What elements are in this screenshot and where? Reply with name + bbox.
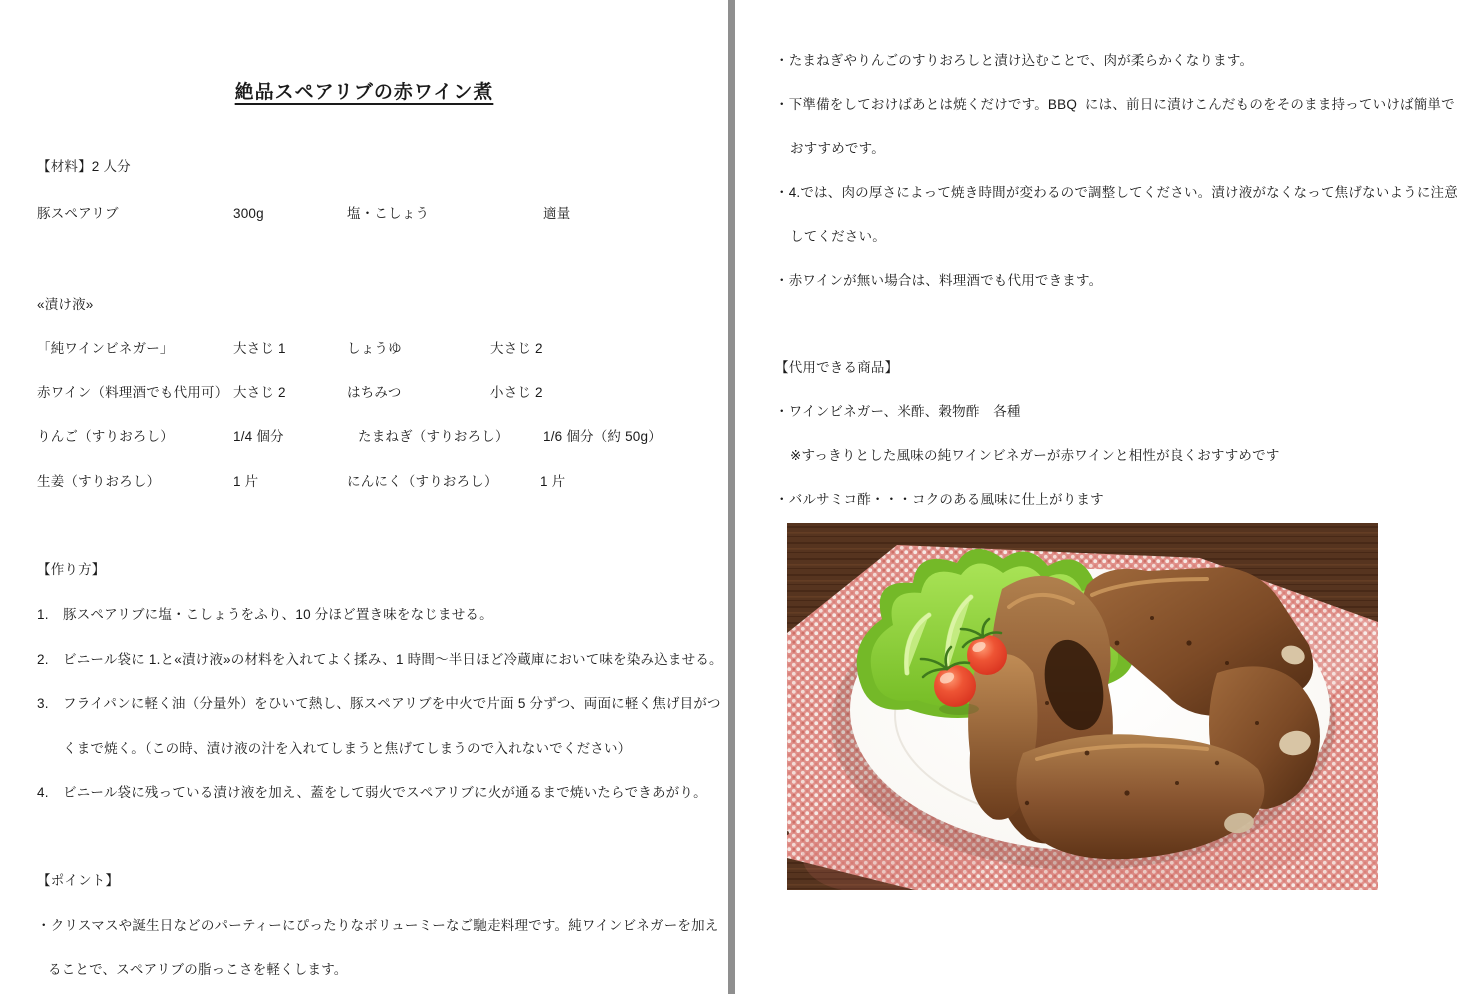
- right-page: [735, 0, 1467, 994]
- step-number: 4.: [37, 785, 49, 800]
- step-text: フライパンに軽く油（分量外）をひいて熱し、豚スペアリブを中火で片面 5 分ずつ、両面に軽く焦げ目がつ: [63, 696, 721, 711]
- step-number: 3.: [37, 696, 49, 711]
- marinade-header: «漬け液»: [37, 297, 94, 312]
- note-text-continued: おすすめです。: [790, 141, 885, 156]
- ingredient-name: たまねぎ（すりおろし）: [358, 429, 509, 444]
- note-text: ・下準備をしておけばあとは焼くだけです。BBQ には、前日に漬けこんだものをそのまま持っていけば簡単で: [775, 97, 1455, 112]
- dish-photo: [787, 523, 1378, 890]
- step-text: ビニール袋に 1.と«漬け液»の材料を入れてよく揉み、1 時間～半日ほど冷蔵庫において味を染み込ませる。: [63, 652, 723, 667]
- page-divider: [728, 0, 735, 994]
- ingredient-name: 塩・こしょう: [347, 206, 430, 221]
- substitute-item: ・ワインビネガー、米酢、穀物酢 各種: [775, 404, 1021, 419]
- point-text-continued: ることで、スペアリブの脂っこさを軽くします。: [48, 962, 348, 977]
- ingredient-amount: 適量: [543, 206, 571, 221]
- materials-header: 【材料】2 人分: [37, 159, 131, 174]
- ingredient-name: りんご（すりおろし）: [37, 429, 174, 444]
- ingredient-amount: 300g: [233, 206, 264, 221]
- step-number: 2.: [37, 652, 49, 667]
- step-text: 豚スペアリブに塩・こしょうをふり、10 分ほど置き味をなじませる。: [63, 607, 493, 622]
- step-text: ビニール袋に残っている漬け液を加え、蓋をして弱火でスペアリブに火が通るまで焼いたらできあがり。: [63, 785, 707, 800]
- ingredient-name: 豚スペアリブ: [37, 206, 119, 221]
- substitutes-header: 【代用できる商品】: [775, 360, 899, 375]
- recipe-title: 絶品スペアリブの赤ワイン煮: [234, 81, 494, 103]
- ingredient-name: 「純ワインビネガー」: [37, 341, 174, 356]
- ingredient-amount: 大さじ 1: [233, 341, 286, 356]
- substitute-item: ・バルサミコ酢・・・コクのある風味に仕上がります: [775, 492, 1104, 507]
- method-header: 【作り方】: [37, 562, 106, 577]
- ingredient-amount: 1/4 個分: [233, 429, 284, 444]
- note-text: ・赤ワインが無い場合は、料理酒でも代用できます。: [775, 273, 1103, 288]
- point-text: ・クリスマスや誕生日などのパーティーにぴったりなボリューミーなご馳走料理です。純ワインビネガーを加え: [37, 918, 719, 933]
- note-text: ・4.では、肉の厚さによって焼き時間が変わるので調整してください。漬け液がなくなって焦げないように注意: [775, 185, 1458, 200]
- note-text-continued: してください。: [790, 229, 886, 244]
- ingredient-amount: 1 片: [233, 474, 259, 489]
- ingredient-name: 赤ワイン（料理酒でも代用可）: [37, 385, 229, 400]
- step-text-continued: くまで焼く。（この時、漬け液の汁を入れてしまうと焦げてしまうので入れないでください）: [63, 741, 632, 756]
- ingredient-amount: 小さじ 2: [490, 385, 543, 400]
- ingredient-name: はちみつ: [347, 385, 402, 400]
- ingredient-amount: 1/6 個分（約 50g）: [543, 429, 662, 444]
- ingredient-name: にんにく（すりおろし）: [347, 474, 498, 489]
- points-header: 【ポイント】: [37, 873, 120, 888]
- ingredient-amount: 大さじ 2: [490, 341, 543, 356]
- note-text: ・たまねぎやりんごのすりおろしと漬け込むことで、肉が柔らかくなります。: [775, 53, 1254, 68]
- step-number: 1.: [37, 607, 49, 622]
- left-page: [0, 0, 728, 994]
- ingredient-amount: 大さじ 2: [233, 385, 286, 400]
- ingredient-name: 生姜（すりおろし）: [37, 474, 161, 489]
- ingredient-name: しょうゆ: [347, 341, 402, 356]
- ingredient-amount: 1 片: [540, 474, 566, 489]
- dish-photo-illustration: [787, 523, 1378, 890]
- substitute-note: ※すっきりとした風味の純ワインビネガーが赤ワインと相性が良くおすすめです: [790, 448, 1280, 463]
